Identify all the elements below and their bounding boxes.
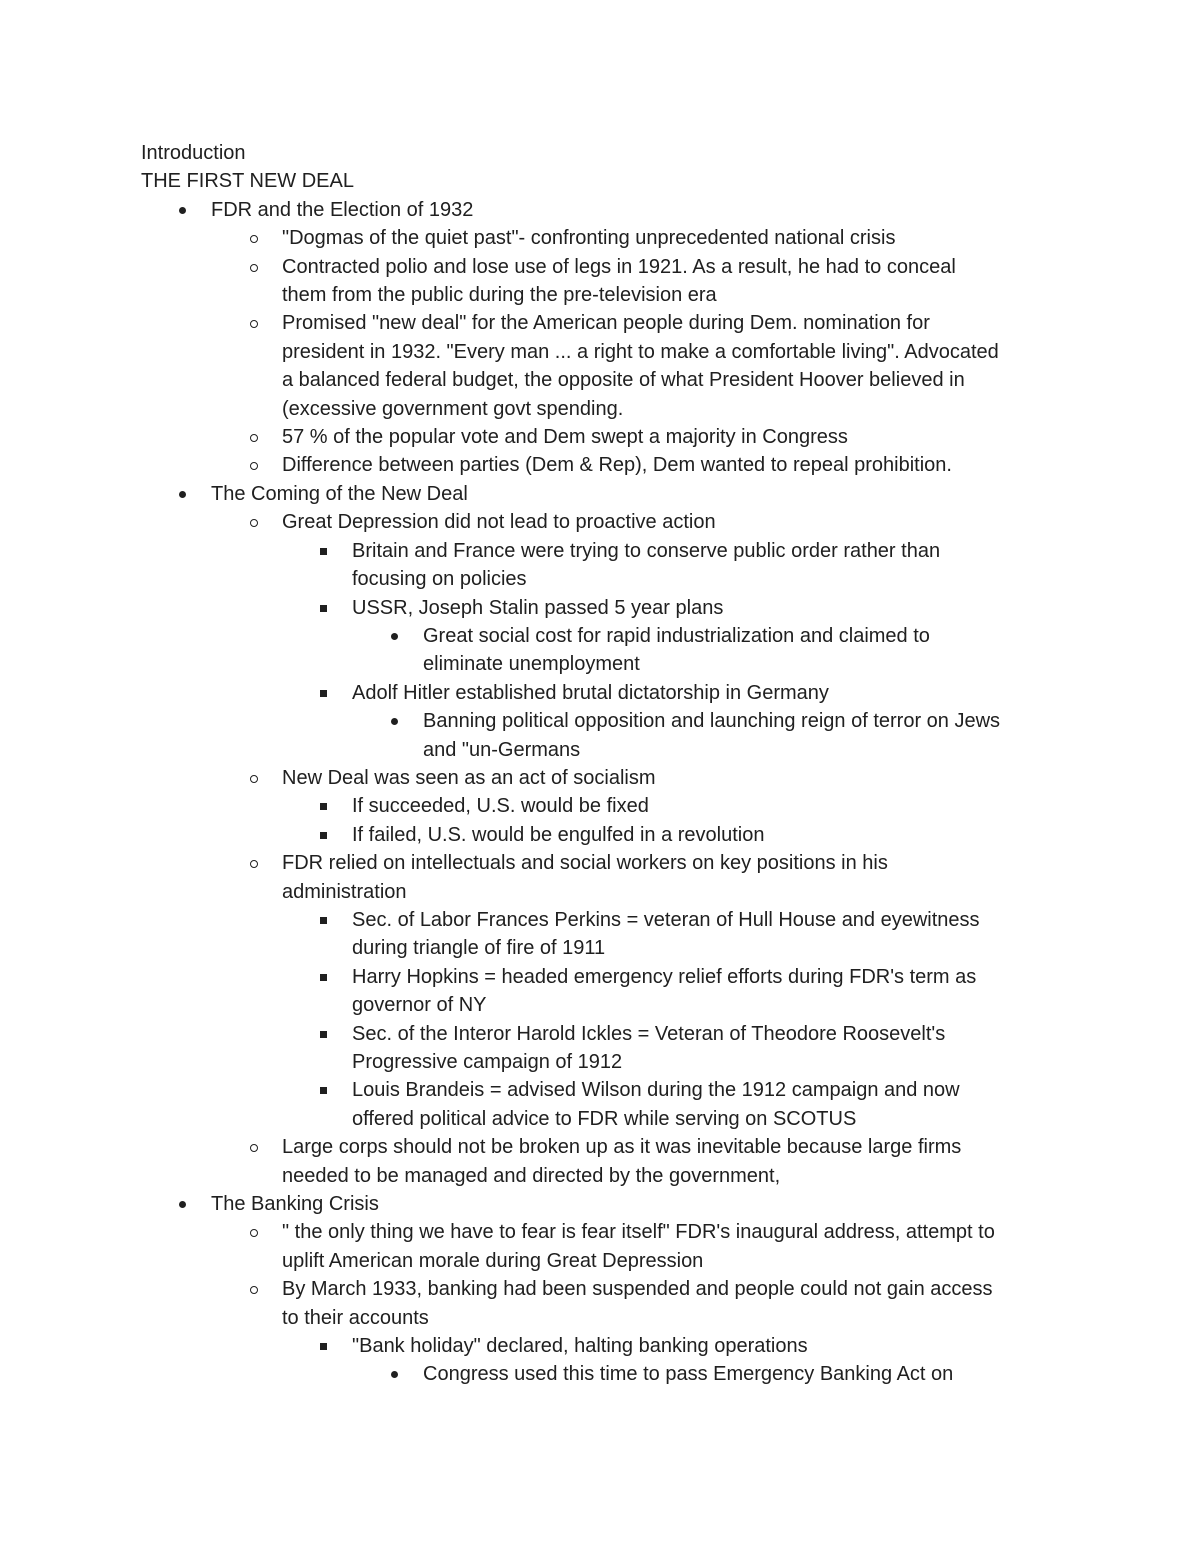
outline-item-level-3 [141,1076,1071,1133]
outline-item-text-line: Britain and France were trying to conserve public order rather than [352,539,941,562]
bullet-disc-icon [389,622,403,650]
outline-item-text-line: Sec. of Labor Frances Perkins = veteran of Hull House and eyewitness [352,908,980,931]
outline-item-text-line: " the only thing we have to fear is fear itself" FDR's inaugural address, attempt to [282,1221,995,1244]
outline-item-text-line: New Deal was seen as an act of socialism [282,766,656,789]
outline-item-level-2 [141,1133,1071,1190]
outline-item-level-2 [141,508,1071,536]
outline-item-text-line: FDR and the Election of 1932 [211,198,474,221]
bullet-circle-icon [248,1275,262,1303]
bullet-disc-icon [177,196,191,224]
bullet-square-icon [318,1076,332,1104]
bullet-square-icon [318,792,332,820]
outline-item-level-3 [141,1332,1071,1360]
section-title: THE FIRST NEW DEAL [141,170,354,193]
outline-item-level-3 [141,792,1071,820]
bullet-square-icon [318,679,332,707]
bullet-circle-icon [248,508,262,536]
bullet-square-icon [318,537,332,565]
outline-item-text-line: to their accounts [282,1306,429,1329]
bullet-circle-icon [248,423,262,451]
outline-item-level-2 [141,224,1071,252]
bullet-square-icon [318,594,332,622]
outline-item-text-line: If succeeded, U.S. would be fixed [352,795,649,818]
outline-item-text-line: focusing on policies [352,568,527,591]
outline-item-text-line: uplift American morale during Great Depression [282,1249,704,1272]
outline-item-text-line: governor of NY [352,994,487,1017]
bullet-square-icon [318,963,332,991]
bullet-square-icon [318,906,332,934]
bullet-disc-icon [177,1190,191,1218]
bullet-circle-icon [248,253,262,281]
outline-item-text-line: Sec. of the Interor Harold Ickles = Veteran of Theodore Roosevelt's [352,1022,946,1045]
outline-item-text-line: administration [282,880,407,903]
outline-item-text-line: Adolf Hitler established brutal dictatorship in Germany [352,681,829,704]
outline-item-level-2 [141,1275,1071,1332]
bullet-circle-icon [248,309,262,337]
bullet-circle-icon [248,451,262,479]
outline-item-text-line: FDR relied on intellectuals and social workers on key positions in his [282,852,888,875]
outline-item-level-2 [141,849,1071,906]
outline-item-text-line: Promised "new deal" for the American people during Dem. nomination for [282,312,930,335]
outline-item-level-2 [141,309,1071,423]
bullet-disc-icon [389,1360,403,1388]
outline-item-text-line: needed to be managed and directed by the government, [282,1164,781,1187]
outline-item-level-4 [141,1360,1071,1388]
bullet-square-icon [318,1020,332,1048]
outline-item-text-line: Louis Brandeis = advised Wilson during the 1912 campaign and now [352,1079,960,1102]
bullet-circle-icon [248,1133,262,1161]
outline-item-text-line: By March 1933, banking had been suspended and people could not gain access [282,1278,993,1301]
outline-item-text-line: during triangle of fire of 1911 [352,937,606,960]
outline-item-level-1 [141,480,1071,508]
outline-item-level-2 [141,1218,1071,1275]
bullet-circle-icon [248,1218,262,1246]
outline-item-text-line: Great social cost for rapid industrialization and claimed to [423,624,930,647]
outline-item-level-3 [141,537,1071,594]
document-content [141,139,1071,1389]
outline-item-text-line: president in 1932. "Every man ... a right to make a comfortable living". Advocated [282,340,999,363]
bullet-circle-icon [248,224,262,252]
outline-item-level-3 [141,821,1071,849]
outline-item-text-line: and "un-Germans [423,738,581,761]
outline-item-text-line: USSR, Joseph Stalin passed 5 year plans [352,596,724,619]
outline-item-level-3 [141,594,1071,622]
bullet-disc-icon [177,480,191,508]
outline-item-text-line: Congress used this time to pass Emergency Banking Act on [423,1363,954,1386]
outline-item-text-line: Progressive campaign of 1912 [352,1051,623,1073]
outline-item-level-3 [141,906,1071,963]
outline-item-level-2 [141,253,1071,310]
outline-item-text-line: Contracted polio and lose use of legs in 1921. As a result, he had to conceal [282,255,956,278]
outline-item-text-line: Great Depression did not lead to proactive action [282,511,716,534]
outline-item-level-2 [141,451,1071,479]
bullet-circle-icon [248,764,262,792]
outline-item-level-4 [141,707,1071,764]
outline-list [141,196,1071,1389]
outline-item-level-4 [141,622,1071,679]
outline-item-text-line: them from the public during the pre-television era [282,284,717,307]
outline-item-level-2 [141,764,1071,792]
outline-item-level-3 [141,963,1071,1020]
bullet-square-icon [318,1332,332,1360]
outline-item-text-line: "Dogmas of the quiet past"- confronting unprecedented national crisis [282,227,896,250]
bullet-square-icon [318,821,332,849]
bullet-disc-icon [389,707,403,735]
outline-item-text-line: "Bank holiday" declared, halting banking operations [352,1335,808,1358]
outline-item-text-line: Harry Hopkins = headed emergency relief efforts during FDR's term as [352,965,977,988]
outline-item-text-line: Difference between parties (Dem & Rep), Dem wanted to repeal prohibition. [282,454,952,477]
outline-item-level-3 [141,1020,1071,1077]
outline-item-text-line: Large corps should not be broken up as it was inevitable because large firms [282,1136,962,1159]
outline-item-text-line: Banning political opposition and launching reign of terror on Jews [423,710,1001,733]
outline-item-level-3 [141,679,1071,707]
outline-item-level-1 [141,196,1071,224]
outline-item-text-line: offered political advice to FDR while serving on SCOTUS [352,1107,857,1130]
outline-item-level-2 [141,423,1071,451]
outline-item-text-line: a balanced federal budget, the opposite of what President Hoover believed in [282,369,965,392]
outline-item-text-line: 57 % of the popular vote and Dem swept a majority in Congress [282,426,848,449]
outline-item-text-line: The Coming of the New Deal [211,482,468,505]
outline-item-level-1 [141,1190,1071,1218]
outline-item-text-line: If failed, U.S. would be engulfed in a revolution [352,823,765,846]
heading-introduction: Introduction [141,142,246,164]
outline-item-text-line: eliminate unemployment [423,653,640,676]
outline-item-text-line: The Banking Crisis [211,1193,379,1216]
bullet-circle-icon [248,849,262,877]
outline-item-text-line: (excessive government govt spending. [282,397,624,420]
